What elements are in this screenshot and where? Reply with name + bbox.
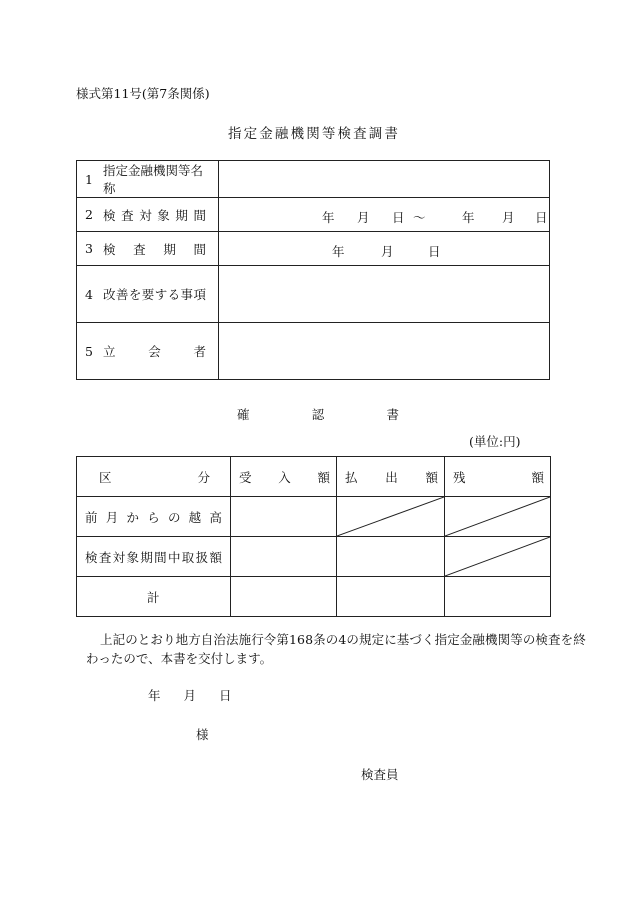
issue-date: 年 月 日 [148,688,232,703]
addressee-suffix: 様 [196,727,209,742]
total-balance-cell[interactable] [445,577,551,617]
total-received-cell[interactable] [231,577,337,617]
statement-line-1: 上記のとおり地方自治法施行令第168条の4の規定に基づく指定金融機関等の検査を終 [100,632,586,647]
row-total-label: 計 [77,577,231,617]
header-balance: 残 額 [445,457,551,497]
statement-line-2: わったので、本書を交付します。 [86,651,273,666]
header-category: 区 分 [77,457,231,497]
confirmation-title: 確 認 書 [237,407,399,422]
form-number: 様式第11号(第7条関係) [76,86,210,101]
total-paid-cell[interactable] [337,577,445,617]
row-name-label: 1 指定金融機関等名称 [77,161,219,198]
row-period-label: 2 検 査 対 象 期 間 [77,198,219,232]
unit-label: (単位:円) [469,434,521,449]
row-period-handled-label: 検 査 対 象 期 間 中 取 扱 額 [77,537,231,577]
carryover-balance-cell [445,497,551,537]
header-received: 受 入 額 [231,457,337,497]
institution-name-field[interactable] [219,161,550,198]
inspection-period-field[interactable]: 年 月 日 ～ 年 月 日 [219,198,550,232]
document-title: 指 定 金 融 機 関 等 検 査 調 書 [228,126,398,142]
improvement-items-field[interactable] [219,266,550,323]
carryover-paid-cell [337,497,445,537]
confirmation-table [76,456,551,617]
row-improvement-label: 4 改 善 を 要 す る 事 項 [77,266,219,323]
carryover-received-cell[interactable] [231,497,337,537]
handled-balance-cell [445,537,551,577]
handled-paid-cell[interactable] [337,537,445,577]
witness-field[interactable] [219,323,550,380]
handled-received-cell[interactable] [231,537,337,577]
header-paid: 払 出 額 [337,457,445,497]
row-witness-label: 5 立 会 者 [77,323,219,380]
row-carryover-label: 前 月 か ら の 越 高 [77,497,231,537]
inspection-info-table [76,160,550,380]
row-inspection-date-label: 3 検 査 期 間 [77,232,219,266]
inspector-label: 検査員 [361,767,399,782]
inspection-date-field[interactable]: 年 月 日 [219,232,550,266]
